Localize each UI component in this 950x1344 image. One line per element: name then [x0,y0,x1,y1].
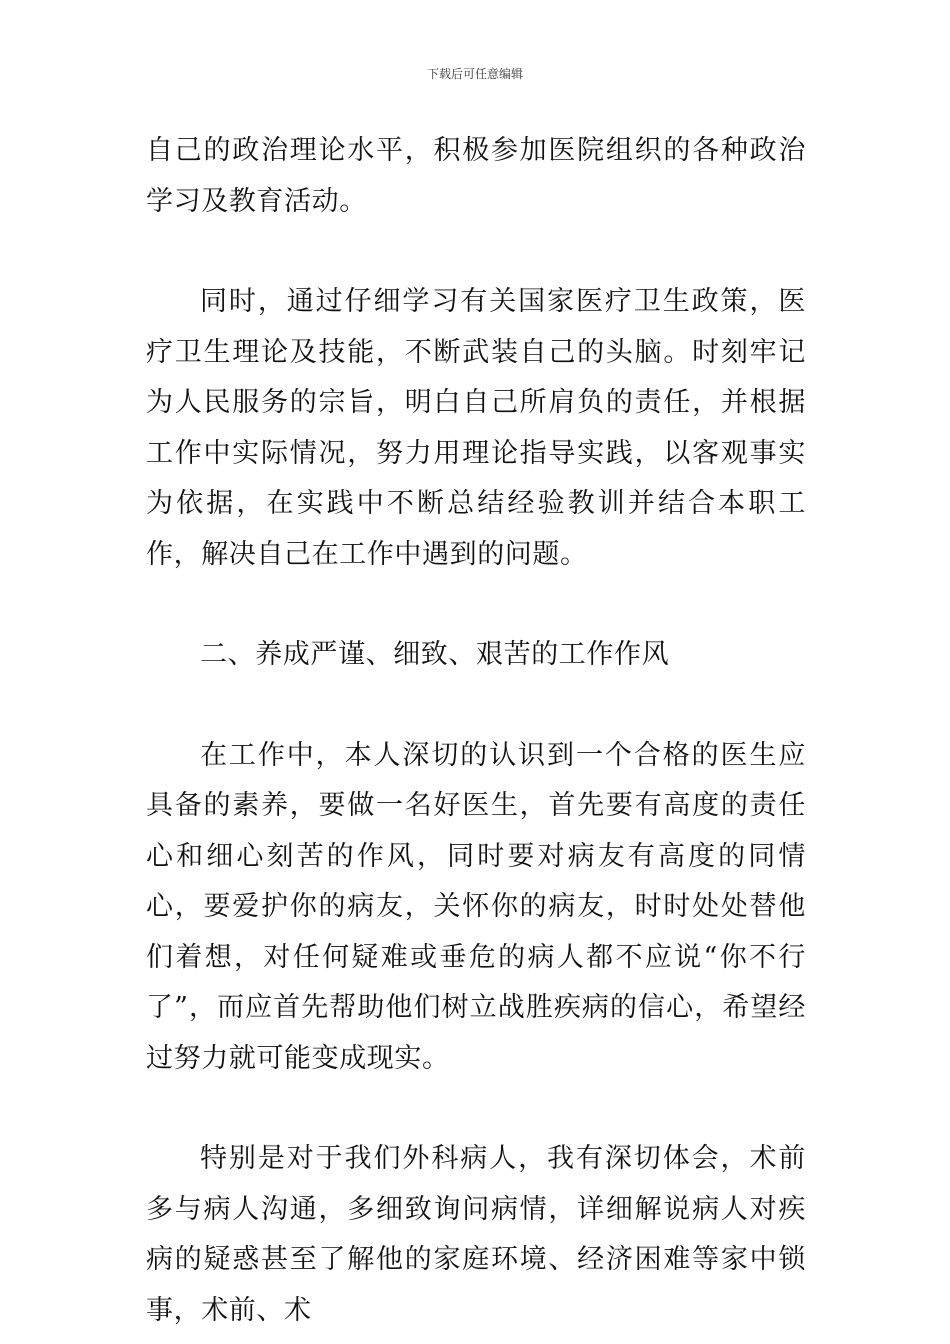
paragraph-surgical-patients: 特别是对于我们外科病人，我有深切体会，术前多与病人沟通，多细致询问病情，详细解说病人对疾病的疑惑甚至了解他的家庭环境、经济困难等家中锁事，术前、术 [146,1143,806,1326]
document-body [146,126,806,1336]
paragraph-policy-study: 同时，通过仔细学习有关国家医疗卫生政策，医疗卫生理论及技能，不断武装自己的头脑。时刻牢记为人民服务的宗旨，明白自己所肩负的责任，并根据工作中实际情况，努力用理论指导实践，以客观事实为依据，在实践中不断总结经验教训并结合本职工作，解决自己在工作中遇到的问题。 [146,286,806,570]
paragraph-continuation: 自己的政治理论水平，积极参加医院组织的各种政治学习及教育活动。 [146,135,806,217]
paragraph-work-attitude: 在工作中，本人深切的认识到一个合格的医生应具备的素养，要做一名好医生，首先要有高度的责任心和细心刻苦的作风，同时要对病友有高度的同情心，要爱护你的病友，关怀你的病友，时时处处替他们着想，对任何疑难或垂危的病人都不应说“你不行了”，而应首先帮助他们树立战胜疾病的信心，希望经过努力就可能变成现实。 [146,739,806,1074]
page-header: 下载后可任意编辑 [426,67,523,81]
section-heading-2: 二、养成严谨、细致、艰苦的工作作风 [200,639,670,670]
